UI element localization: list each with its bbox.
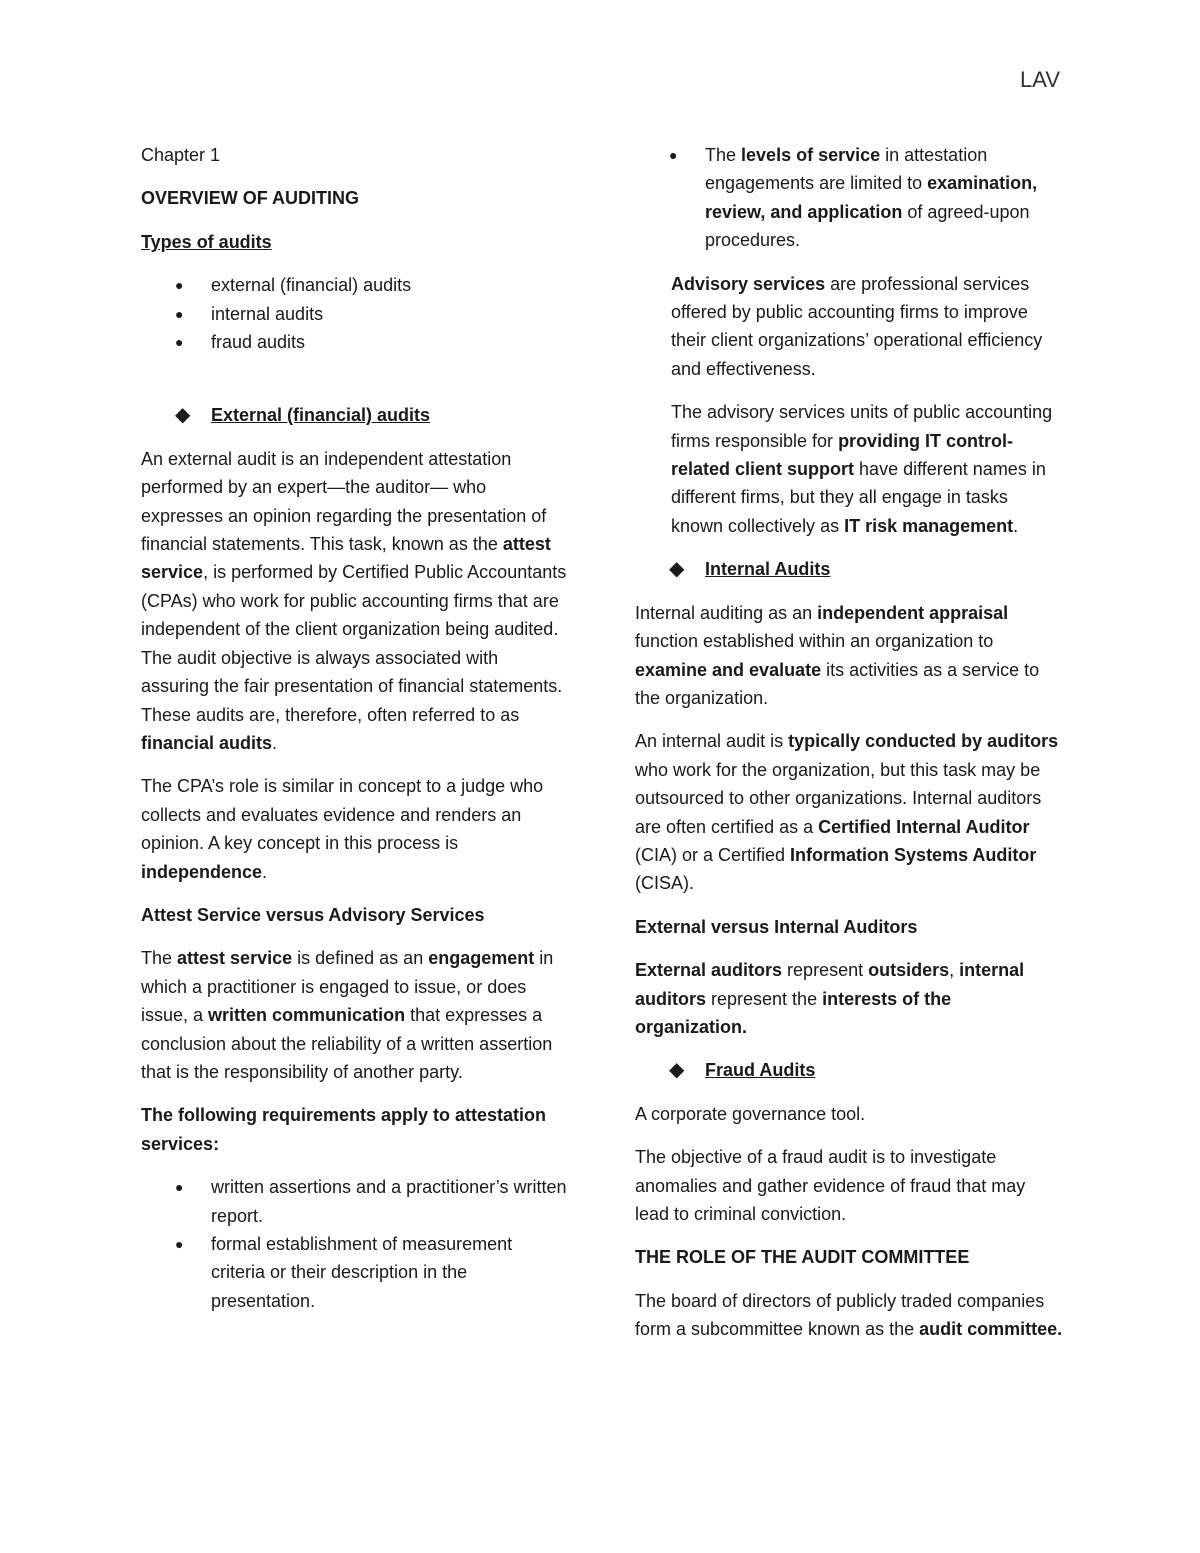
attest-paragraph: The attest service is defined as an engagement in which a practitioner is engaged to issue, or does issue, a written communication that expresses a conclusion about the reliability of a written assertion that is the responsibility of another party.	[141, 948, 554, 1082]
right-column	[635, 141, 1063, 1359]
types-heading: Types of audits	[141, 231, 272, 252]
ext-vs-int-heading: External versus Internal Auditors	[635, 916, 918, 937]
levels-bullet: ● The levels of service in attestation engagements are limited to examination, review, and application of agreed-upon procedures.	[635, 141, 1063, 255]
attest-heading: Attest Service versus Advisory Services	[141, 904, 485, 925]
list-item: ● internal audits	[141, 300, 569, 328]
external-paragraph-1: An external audit is an independent attestation performed by an expert—the auditor— who expresses an opinion regarding the presentation of financial statements. This task, known as the attest service, is performed by Certified Public Accountants (CPAs) who work for public accounting firms that are independent of the client organization being audited. The audit objective is always associated with assuring the fair presentation of financial statements. These audits are, therefore, often referred to as financial audits.	[141, 448, 567, 753]
bullet-icon: ●	[175, 1179, 184, 1196]
list-item: ● fraud audits	[141, 328, 569, 356]
chapter-label: Chapter 1	[141, 145, 221, 165]
diamond-icon: ◆	[669, 1059, 685, 1082]
list-item: ● formal establishment of measurement criteria or their description in the presentation.	[141, 1230, 569, 1315]
diamond-icon: ◆	[175, 404, 191, 427]
fraud-paragraph-2: The objective of a fraud audit is to investigate anomalies and gather evidence of fraud that may lead to criminal conviction.	[635, 1147, 1026, 1224]
bullet-icon: ●	[175, 305, 184, 322]
ext-vs-int-paragraph: External auditors represent outsiders, internal auditors represent the interests of the organization.	[635, 960, 1025, 1037]
advisory-paragraph-1: Advisory services are professional services offered by public accounting firms to improve their client organizations’ operational efficiency and effectiveness.	[671, 273, 1043, 379]
header-mark: LAV	[1020, 67, 1060, 92]
bullet-icon: ●	[669, 147, 678, 163]
left-column	[141, 141, 569, 1330]
advisory-paragraph-2: The advisory services units of public accounting firms responsible for providing IT control-related client support have different names in different firms, but they all engage in tasks known collectively as IT risk management.	[671, 402, 1053, 536]
diamond-icon: ◆	[669, 558, 685, 581]
list-item: ● external (financial) audits	[141, 271, 569, 299]
external-paragraph-2: The CPA’s role is similar in concept to a judge who collects and evaluates evidence and renders an opinion. A key concept in this process is independence.	[141, 776, 544, 882]
internal-heading: ◆ Internal Audits	[635, 555, 1063, 583]
fraud-paragraph-1: A corporate governance tool.	[635, 1103, 866, 1124]
list-item: ● written assertions and a practitioner’s written report.	[141, 1173, 569, 1230]
internal-paragraph-2: An internal audit is typically conducted by auditors who work for the organization, but this task may be outsourced to other organizations. Internal auditors are often certified as a Certified Internal Auditor (CIA) or a Certified Information Systems Auditor (CISA).	[635, 731, 1059, 894]
bullet-icon: ●	[175, 277, 184, 294]
internal-paragraph-1: Internal auditing as an independent appraisal function established within an organization to examine and evaluate its activities as a service to the organization.	[635, 602, 1040, 708]
fraud-heading: ◆ Fraud Audits	[635, 1056, 1063, 1084]
requirements-heading: The following requirements apply to attestation services:	[141, 1105, 547, 1154]
requirements-list	[141, 1173, 569, 1315]
committee-paragraph: The board of directors of publicly traded companies form a subcommittee known as the audit committee.	[635, 1290, 1063, 1340]
page-title: OVERVIEW OF AUDITING	[141, 188, 360, 209]
types-list	[141, 271, 569, 356]
bullet-icon: ●	[175, 1236, 184, 1252]
committee-heading: THE ROLE OF THE AUDIT COMMITTEE	[635, 1247, 970, 1268]
external-heading: ◆ External (financial) audits	[141, 401, 569, 429]
bullet-icon: ●	[175, 334, 184, 351]
